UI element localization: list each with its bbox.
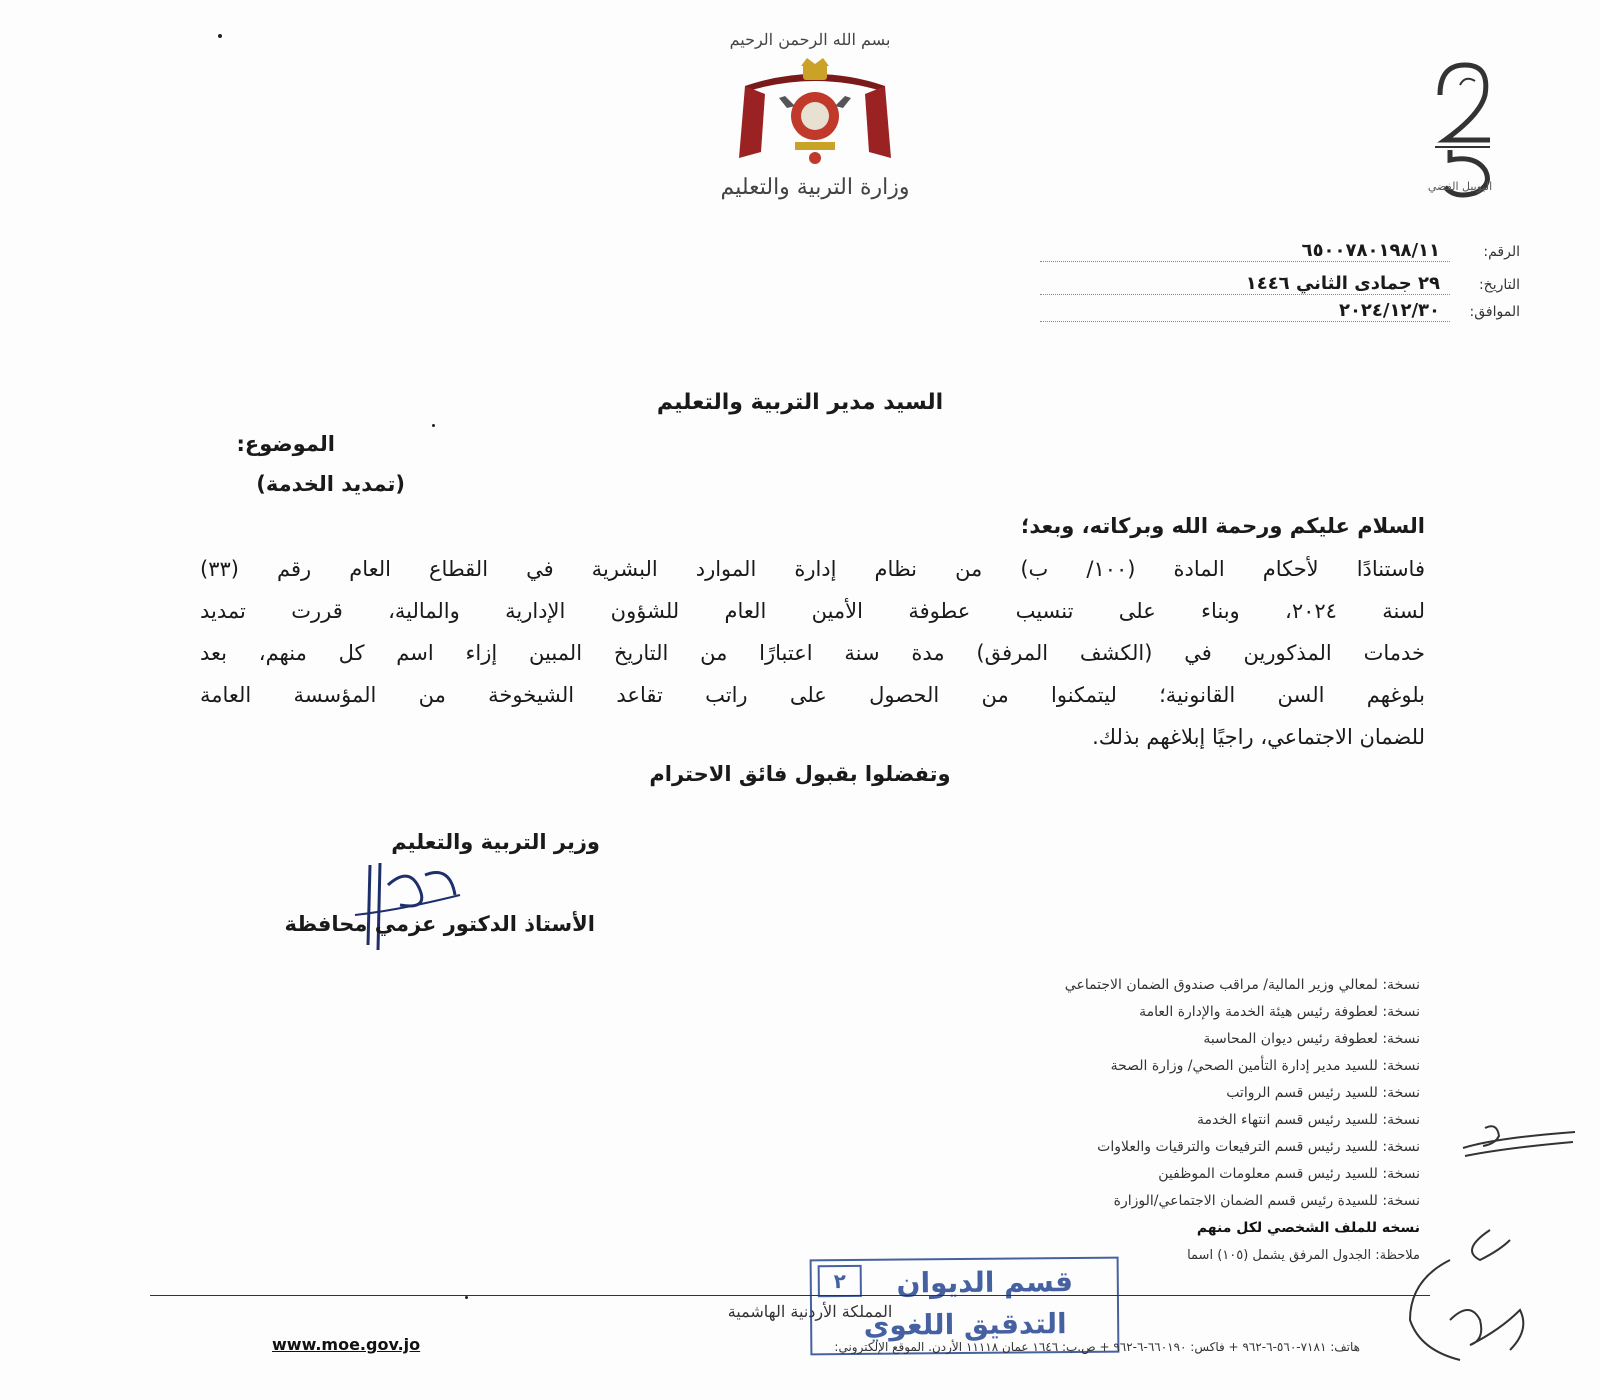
footer-kingdom: المملكة الأردنية الهاشمية [727, 1302, 893, 1321]
reference-number-row [1040, 240, 1520, 270]
copy-line: نسخة: للسيد رئيس قسم معلومات الموظفين [1158, 1166, 1420, 1182]
letter-body [200, 548, 1425, 758]
reference-equivalent-row [1040, 300, 1520, 330]
copy-line: نسخة: للسيد مدير إدارة التأمين الصحي/ وزارة الصحة [1110, 1058, 1420, 1074]
stamp-line-1: قسم الديوان [896, 1265, 1074, 1300]
addressee: السيد مدير التربية والتعليم [656, 390, 944, 415]
body-line: لسنة ٢٠٢٤، وبناء على تنسيب عطوفة الأمين العام للشؤون الإدارية والمالية، قررت تمديد [200, 599, 1425, 623]
subject-value: (تمديد الخدمة) [256, 472, 405, 496]
body-line: بلوغهم السن القانونية؛ ليتمكنوا من الحصول على راتب تقاعد الشيخوخة من المؤسسة العامة [200, 683, 1425, 707]
jubilee-caption: اليوبيل الفضي [1427, 180, 1493, 193]
website-link[interactable]: www.moe.gov.jo [272, 1335, 426, 1354]
minister-title: وزير التربية والتعليم [391, 830, 600, 854]
copy-line: نسخة: لمعالي وزير المالية/ مراقب صندوق الضمان الاجتماعي [1064, 977, 1420, 993]
copy-line: نسخة: للسيد رئيس قسم الرواتب [1226, 1085, 1420, 1101]
footer-contact: هاتف: ٧١٨١-٥٦٠-٦-٩٦٢ + فاكس: ٦٦٠١٩٠-٦-٩٦٢ + ص.ب: ١٦٤٦ عمان ١١١١٨ الأردن. الموقع الإلكتروني: [834, 1340, 1360, 1354]
basmala: بسم الله الرحمن الرحيم [729, 30, 891, 49]
subject-label: الموضوع: [236, 432, 335, 456]
scan-speck [432, 424, 435, 427]
minister-name: الأستاذ الدكتور عزمي محافظة [284, 912, 595, 936]
reference-equivalent-label: الموافق: [1469, 304, 1520, 320]
copies-list [820, 972, 1420, 1269]
copy-line: نسخة: لعطوفة رئيس هيئة الخدمة والإدارة العامة [1139, 1004, 1420, 1020]
footer-divider [150, 1295, 1430, 1296]
attachment-note: ملاحظة: الجدول المرفق يشمل (١٠٥) اسما [1187, 1248, 1420, 1263]
reference-number-label: الرقم: [1483, 244, 1520, 260]
personal-file-copy: نسخه للملف الشخصي لكل منهم [1196, 1220, 1420, 1236]
handwritten-initials [1455, 1118, 1580, 1168]
scan-speck [218, 34, 222, 38]
copy-line: نسخة: للسيد رئيس قسم انتهاء الخدمة [1197, 1112, 1420, 1128]
stamp-line-2: التدقيق اللغوي [863, 1307, 1067, 1342]
greeting: السلام عليكم ورحمة الله وبركاته، وبعد؛ [1020, 514, 1425, 538]
ministry-logo-text: وزارة التربية والتعليم [720, 175, 910, 200]
reference-number-value: ٦٥٠٠٧٨٠١٩٨/١١ [1040, 240, 1450, 262]
body-line: خدمات المذكورين في (الكشف المرفق) مدة سنة اعتبارًا من التاريخ المبين إزاء اسم كل منهم، بعد [200, 641, 1425, 665]
body-line: للضمان الاجتماعي، راجيًا إبلاغهم بذلك. [1092, 725, 1425, 749]
body-line: فاستنادًا لأحكام المادة (١٠٠/ ب) من نظام إدارة الموارد البشرية في القطاع العام رقم (٣٣) [200, 557, 1425, 581]
reference-date-row [1040, 273, 1520, 303]
scan-speck [465, 1296, 468, 1299]
reference-date-value: ٢٩ جمادى الثاني ١٤٤٦ [1040, 273, 1450, 295]
handwritten-signature [340, 855, 470, 955]
reference-date-label: التاريخ: [1478, 277, 1520, 293]
closing-line: وتفضلوا بقبول فائق الاحترام [649, 762, 951, 786]
reference-equivalent-value: ٢٠٢٤/١٢/٣٠ [1040, 300, 1450, 322]
stamp-number: ٢ [818, 1265, 862, 1297]
copy-line: نسخة: للسيد رئيس قسم الترفيعات والترقيات والعلاوات [1097, 1139, 1420, 1155]
copy-line: نسخة: لعطوفة رئيس ديوان المحاسبة [1203, 1031, 1420, 1047]
copy-line: نسخة: للسيدة رئيس قسم الضمان الاجتماعي/الوزارة [1113, 1193, 1420, 1209]
coat-of-arms-icon [735, 58, 895, 168]
